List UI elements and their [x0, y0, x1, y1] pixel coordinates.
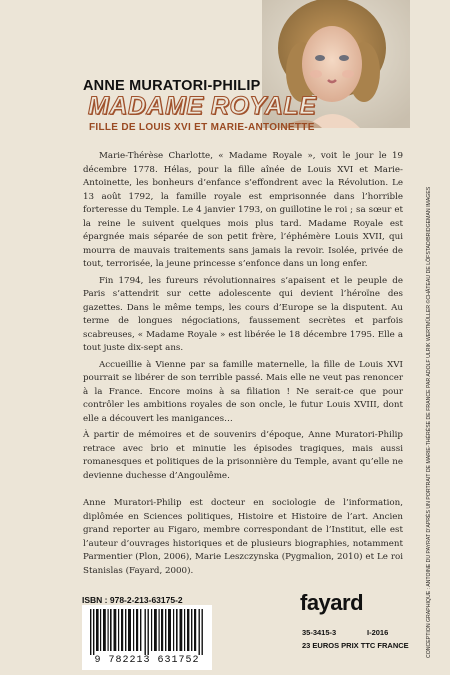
- author-name: ANNE MURATORI-PHILIP: [83, 78, 261, 94]
- edition-date: I-2016: [367, 628, 389, 637]
- blurb-paragraph: Fin 1794, les fureurs révolutionnaires s’apaisent et le peuple de Paris s’attendrit sur cette adolescente qui devient l’héroïne des gazettes. Dans le même temps, les cours d’Europe se la disputent. Au terme de longues négociations, faussement secrètes et parfois scabreuses, « Madame Royale » est libérée le 18 décembre 1795. Elle a tout juste dix-sept ans.: [83, 275, 403, 353]
- barcode-number: 9 782213 631752: [94, 655, 200, 666]
- book-subtitle: FILLE DE LOUIS XVI ET MARIE-ANTOINETTE: [89, 122, 315, 133]
- barcode: [82, 605, 212, 670]
- barcode-icon: [90, 609, 204, 655]
- isbn: ISBN : 978-2-213-63175-2: [82, 595, 183, 605]
- image-credit-text: CONCEPTION GRAPHIQUE : ANTOINE DU PAYRAT D’APRÈS UN PORTRAIT DE MARIE-THÉRÈSE DE FRANCE PAR ADOLF ULRIK WERTMÜLLER ©CHÂTEAU DE LÖFSTAD/BRIDGEMAN IMAGES: [426, 186, 432, 658]
- blurb-paragraph: À partir de mémoires et de souvenirs d’époque, Anne Muratori-Philip retrace avec brio et minutie les épisodes tragiques, mais aussi romanesques et politiques de la prisonnière du Temple, avant qu’elle ne devienne duchesse d’Angoulême.: [83, 430, 403, 481]
- image-credit: [418, 18, 432, 673]
- product-code: 35-3415-3: [302, 628, 337, 637]
- blurb: [83, 150, 403, 486]
- price: 23 EUROS PRIX TTC FRANCE: [302, 641, 409, 650]
- author-bio: Anne Muratori-Philip est docteur en sociologie de l’information, diplômée en Sciences politiques, Histoire et Histoire de l’art. Ancien grand reporter au Figaro, membre correspondant de l’Institut, elle est l’auteur d’ouvrages historiques et de plusieurs biographies, notamment Parmentier (Plon, 2006), Marie Leszczynska (Pygmalion, 2010) et Le roi Stanislas (Fayard, 2000).: [83, 498, 403, 576]
- publisher-logo: fayard: [300, 590, 364, 615]
- blurb-paragraph: Marie-Thérèse Charlotte, « Madame Royale », voit le jour le 19 décembre 1778. Hélas, pour la fille aînée de Louis XVI et Marie-Antoinette, les bonheurs d’enfance s’effondrent avec la Révolution. Le 13 août 1792, la famille royale est emprisonnée dans l’horrible forteresse du Temple. Le 4 janvier 1793, on guillotine le roi ; sa sœur et la reine le suivent quelques mois plus tard. Madame Royale est épargnée mais séparée de son petit frère, l’éphémère Louis XVII, qui mourra de mauvais traitements sans jamais la revoir. Isolée, privée de tout, terrorisée, la jeune princesse s’enfonce dans un long enfer.: [83, 151, 403, 269]
- book-title: MADAME ROYALE: [88, 92, 317, 120]
- blurb-paragraph: Accueillie à Vienne par sa famille maternelle, la fille de Louis XVI pourrait se libérer de son terrible passé. Mais elle ne veut pas renoncer à la France. Encore moins à sa filiation ! Ne serait-ce que pour contrôler les ambitions royales de son oncle, le futur Louis XVIII, dont elle a découvert les manigances…: [83, 359, 403, 424]
